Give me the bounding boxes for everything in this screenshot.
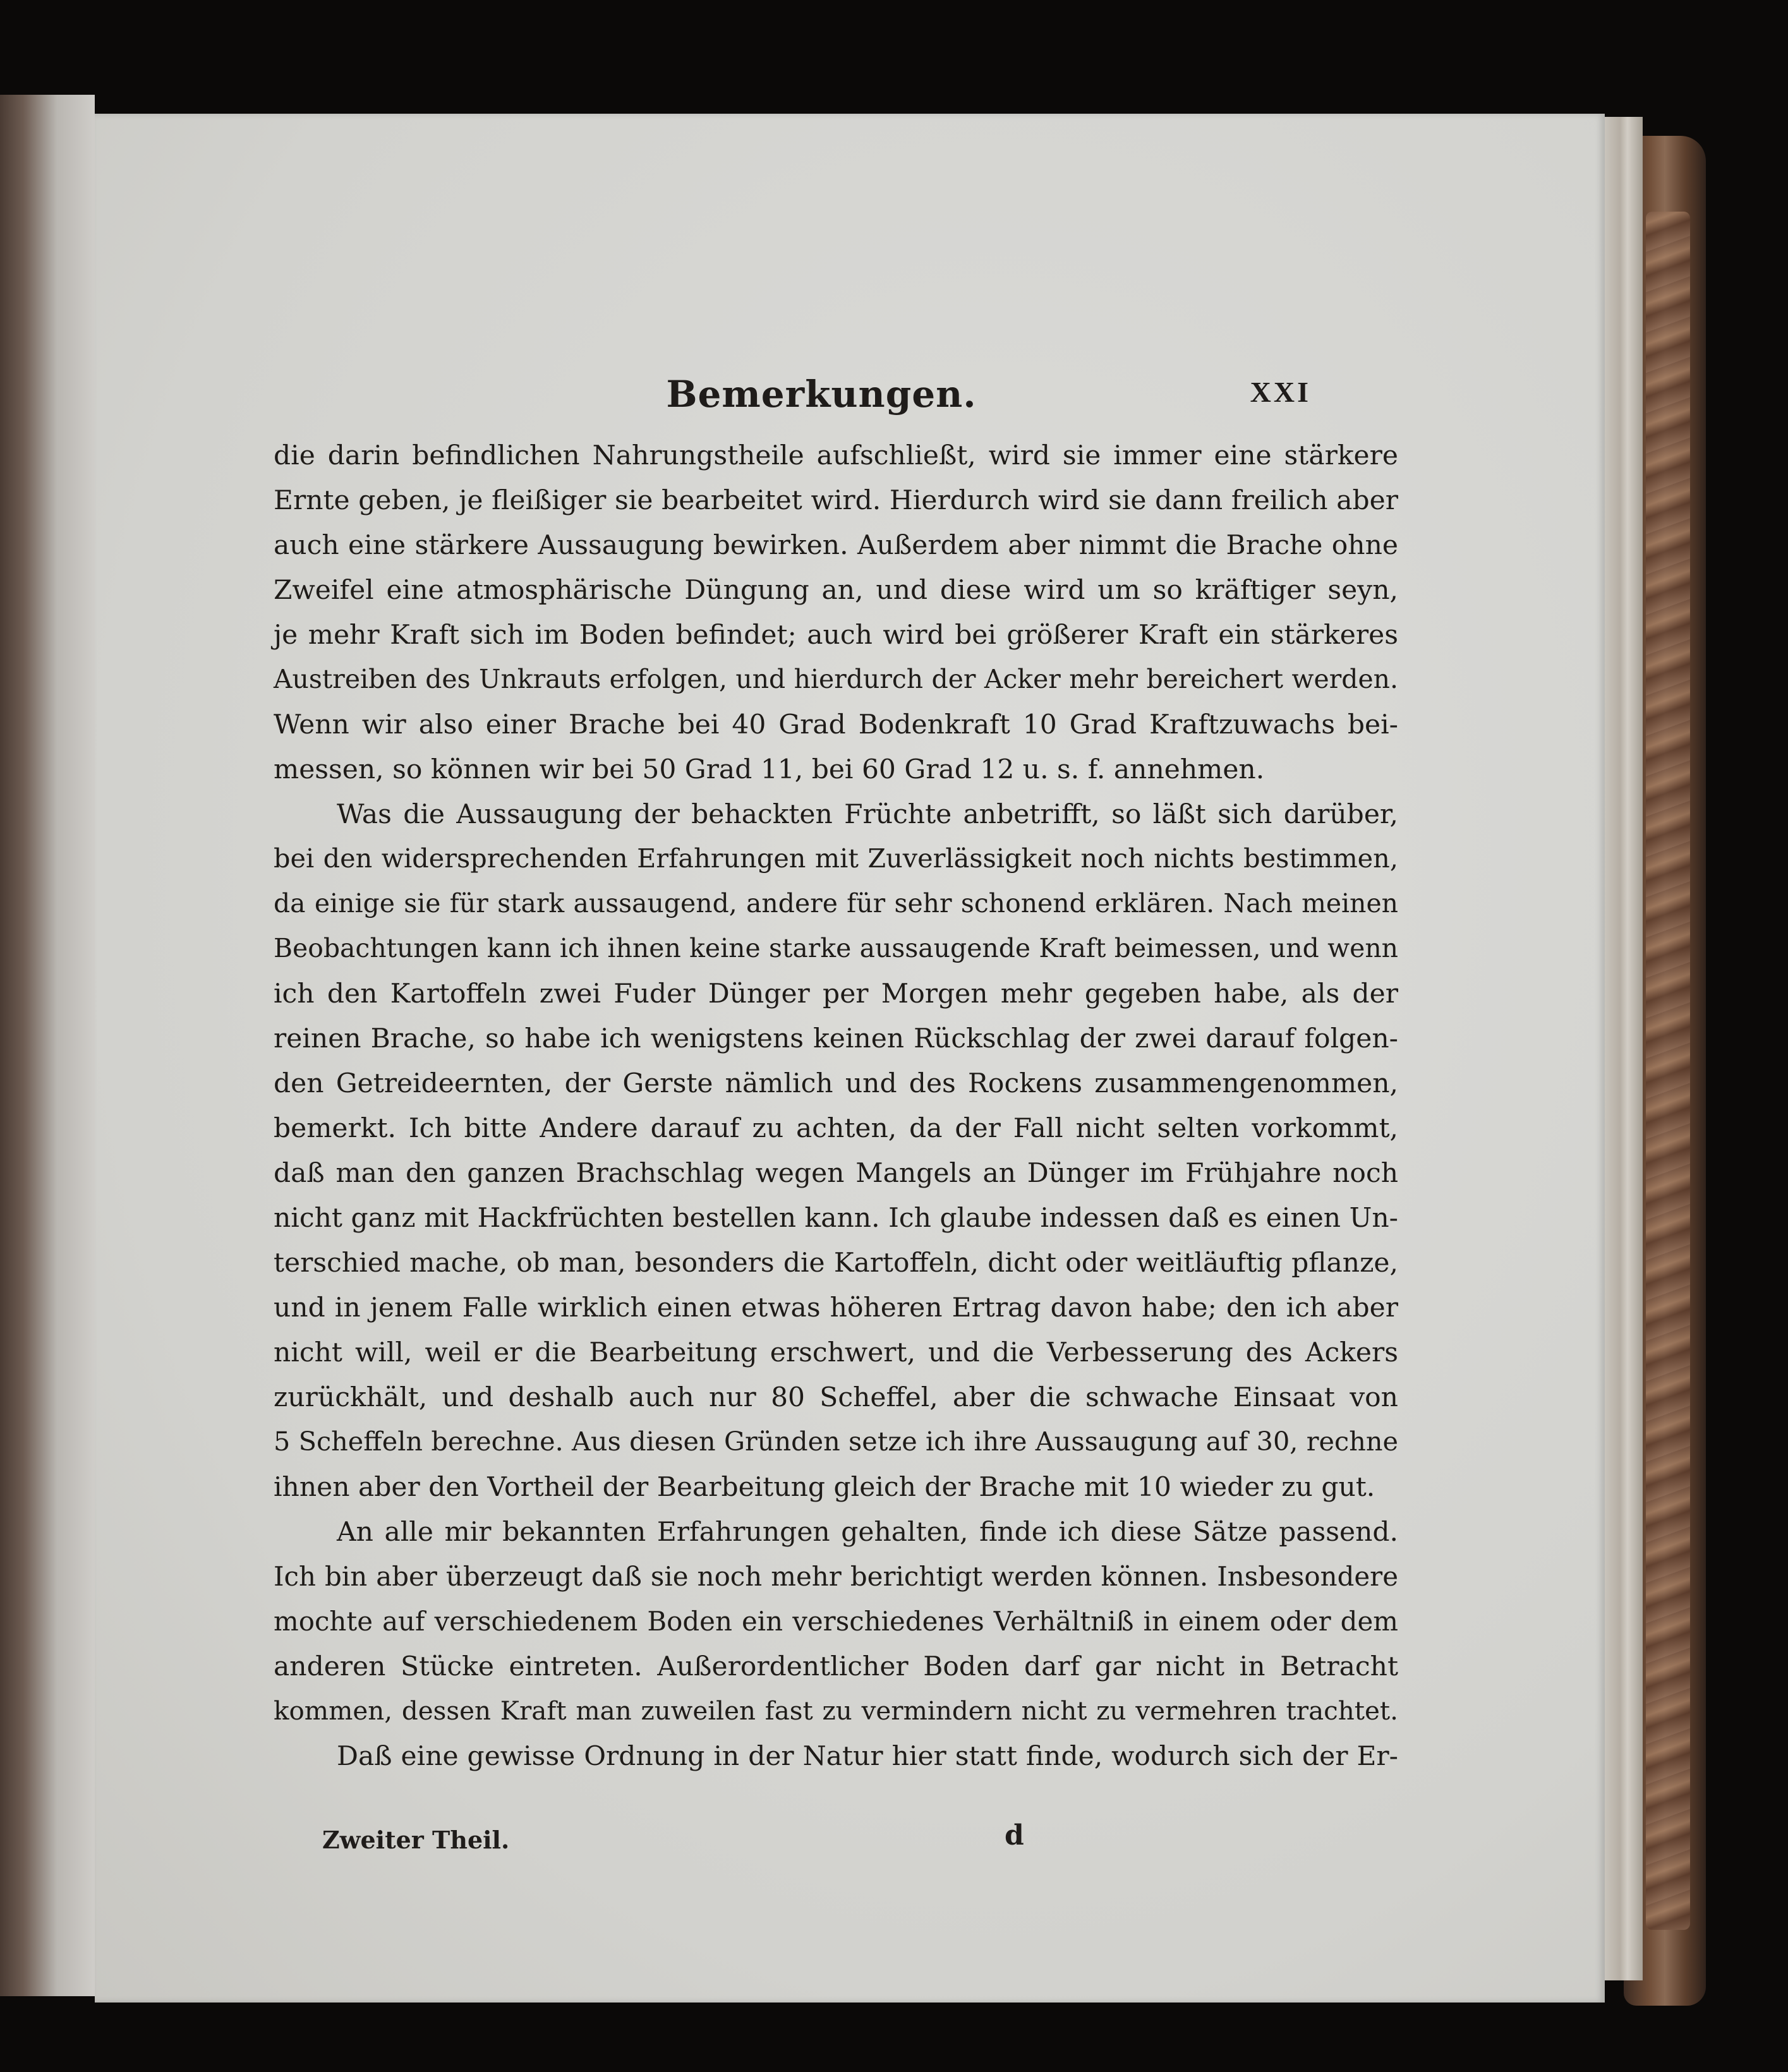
text-line: An alle mir bekannten Erfahrungen gehalten, finde ich diese Sätze passend.	[337, 1516, 1398, 1547]
text-line: ich den Kartoffeln zwei Fuder Dünger per Morgen mehr gegeben habe, als der	[274, 978, 1398, 1009]
text-line: reinen Brache, so habe ich wenigstens keinen Rückschlag der zwei darauf folgen-	[274, 1023, 1398, 1054]
text-line: da einige sie für stark aussaugend, andere für sehr schonend erklären. Nach meinen	[274, 888, 1398, 919]
text-line: bemerkt. Ich bitte Andere darauf zu achten, da der Fall nicht selten vorkommt,	[274, 1112, 1398, 1143]
text-line: daß man den ganzen Brachschlag wegen Mangels an Dünger im Frühjahre noch	[274, 1157, 1398, 1188]
text-line: nicht will, weil er die Bearbeitung erschwert, und die Verbesserung des Ackers	[274, 1337, 1398, 1368]
text-line: Ernte geben, je fleißiger sie bearbeitet wird. Hierdurch wird sie dann freilich aber	[274, 485, 1398, 515]
text-line: Beobachtungen kann ich ihnen keine starke aussaugende Kraft beimessen, und wenn	[274, 933, 1398, 963]
text-line: kommen, dessen Kraft man zuweilen fast zu vermindern nicht zu vermehren trachtet.	[274, 1696, 1398, 1726]
text-line: Was die Aussaugung der behackten Früchte anbetrifft, so läßt sich darüber,	[337, 798, 1398, 829]
text-line: terschied mache, ob man, besonders die Kartoffeln, dicht oder weitläuftig pflanze,	[274, 1247, 1398, 1278]
text-line: nicht ganz mit Hackfrüchten bestellen kann. Ich glaube indessen daß es einen Un-	[274, 1202, 1398, 1233]
body-text	[274, 433, 1398, 1778]
text-line: ihnen aber den Vortheil der Bearbeitung gleich der Brache mit 10 wieder zu gut.	[274, 1471, 1375, 1502]
text-line: Zweifel eine atmosphärische Düngung an, und diese wird um so kräftiger seyn,	[274, 574, 1398, 605]
text-line: die darin befindlichen Nahrungstheile aufschließt, wird sie immer eine stärkere	[274, 440, 1398, 471]
signature-mark: Zweiter Theil.	[322, 1826, 510, 1854]
running-title: Bemerkungen.	[666, 373, 977, 416]
text-line: Wenn wir also einer Brache bei 40 Grad Bodenkraft 10 Grad Kraftzuwachs bei-	[274, 709, 1398, 740]
page-number: XXI	[1250, 376, 1311, 408]
text-line: bei den widersprechenden Erfahrungen mit Zuverlässigkeit noch nichts bestimmen,	[274, 843, 1398, 874]
opposite-page-edge	[0, 95, 95, 1996]
text-line: je mehr Kraft sich im Boden befindet; auch wird bei größerer Kraft ein stärkeres	[274, 619, 1398, 650]
text-line: zurückhält, und deshalb auch nur 80 Scheffel, aber die schwache Einsaat von	[274, 1382, 1398, 1412]
gathering-mark: d	[1005, 1819, 1024, 1852]
page-footer	[95, 1819, 1605, 1864]
text-line: anderen Stücke eintreten. Außerordentlicher Boden darf gar nicht in Betracht	[274, 1651, 1398, 1682]
text-line: auch eine stärkere Aussaugung bewirken. Außerdem aber nimmt die Brache ohne	[274, 529, 1398, 560]
text-line: mochte auf verschiedenem Boden ein verschiedenes Verhältniß in einem oder dem	[274, 1606, 1398, 1637]
text-line: und in jenem Falle wirklich einen etwas höheren Ertrag davon habe; den ich aber	[274, 1292, 1398, 1323]
page-header	[95, 373, 1605, 423]
text-line: Daß eine gewisse Ordnung in der Natur hier statt finde, wodurch sich der Er-	[337, 1740, 1398, 1771]
page-stack-edge	[1605, 117, 1643, 1980]
text-line: den Getreideernten, der Gerste nämlich und des Rockens zusammengenommen,	[274, 1068, 1398, 1099]
text-line: 5 Scheffeln berechne. Aus diesen Gründen setze ich ihre Aussaugung auf 30, rechne	[274, 1426, 1398, 1457]
book-page	[95, 114, 1605, 2003]
text-line: Austreiben des Unkrauts erfolgen, und hierdurch der Acker mehr bereichert werden.	[274, 664, 1398, 694]
marbled-cover-pattern	[1646, 212, 1690, 1930]
text-line: messen, so können wir bei 50 Grad 11, bei 60 Grad 12 u. s. f. annehmen.	[274, 754, 1265, 785]
text-line: Ich bin aber überzeugt daß sie noch mehr berichtigt werden können. Insbesondere	[274, 1561, 1398, 1592]
